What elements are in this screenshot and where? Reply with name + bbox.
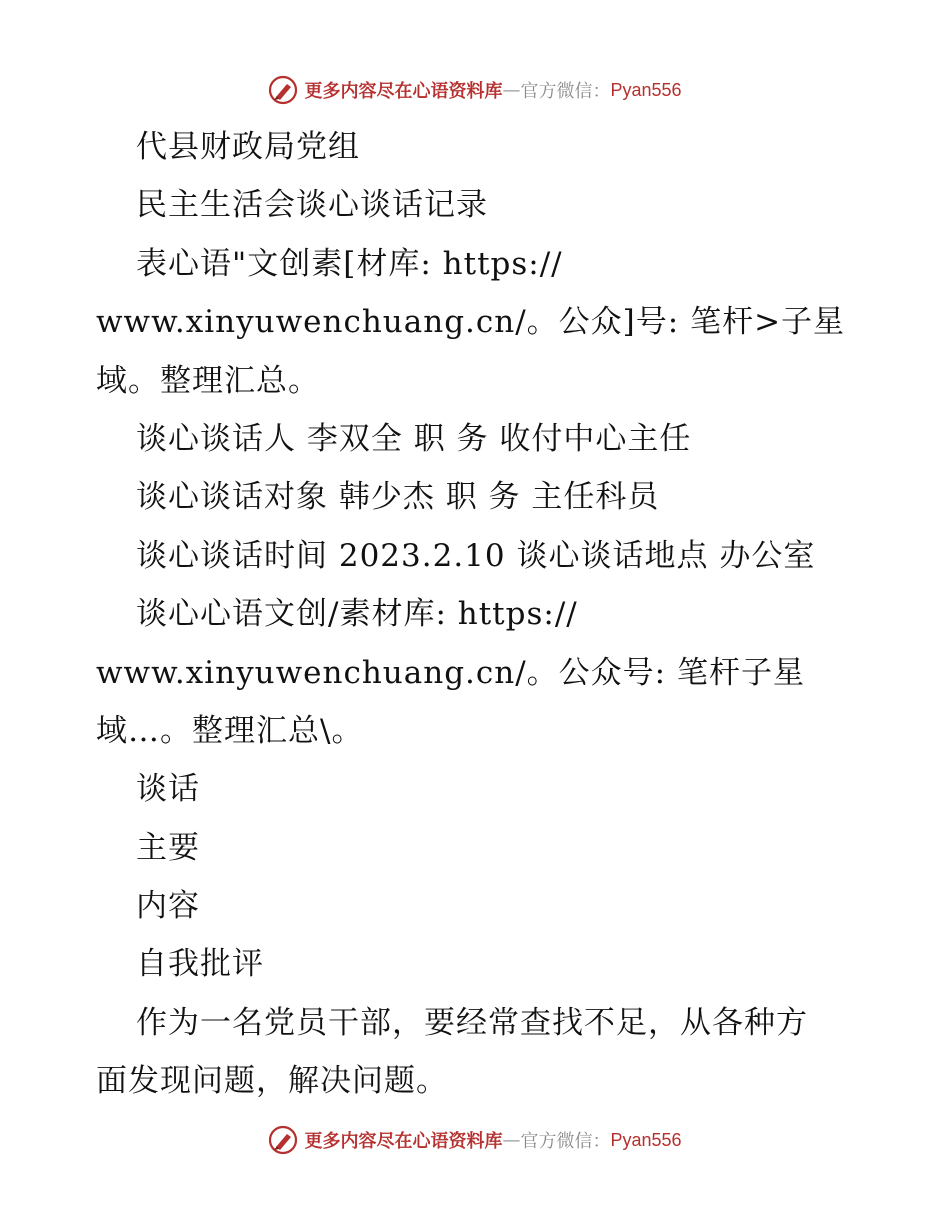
doc-target-row: 谈心谈话对象 韩少杰 职 务 主任科员 <box>136 479 660 516</box>
banner-official-label: 官方微信： <box>520 81 611 102</box>
doc-section-heading: 自我批评 <box>136 946 264 983</box>
doc-label-talk: 谈话 <box>136 771 200 808</box>
banner-wechat-id: Pyan556 <box>610 1129 682 1150</box>
doc-paragraph-line: 谈心心语文创/素材库: https:// <box>136 596 578 633</box>
banner-separator: — <box>502 79 521 101</box>
footer-banner <box>0 1120 950 1160</box>
doc-talker-row: 谈心谈话人 李双全 职 务 收付中心主任 <box>136 420 692 457</box>
doc-paragraph-line: 域。整理汇总。 <box>96 362 320 399</box>
pen-logo-icon <box>268 75 298 105</box>
doc-paragraph-line: 面发现问题，解决问题。 <box>96 1063 448 1100</box>
doc-label-content: 内容 <box>136 888 200 925</box>
doc-title-record: 民主生活会谈心谈话记录 <box>136 187 488 224</box>
doc-title-org: 代县财政局党组 <box>136 129 360 165</box>
doc-paragraph-line: 作为一名党员干部，要经常查找不足，从各种方 <box>136 1004 808 1041</box>
doc-paragraph-line: www.xinyuwenchuang.cn/。公众]号: 笔杆>子星 <box>96 304 846 341</box>
banner-wechat-id: Pyan556 <box>610 79 682 100</box>
pen-logo-icon <box>268 1125 298 1155</box>
doc-paragraph-line: www.xinyuwenchuang.cn/。公众号: 笔杆子星 <box>96 654 805 691</box>
doc-paragraph-line: 域…。整理汇总\。 <box>96 712 364 749</box>
header-banner <box>0 70 950 110</box>
banner-promo-text: 更多内容尽在心语资料库 <box>304 81 503 102</box>
doc-paragraph-line: 表心语"文创素[材库: https:// <box>136 245 563 282</box>
banner-separator: — <box>502 1129 521 1151</box>
doc-label-main: 主要 <box>136 829 200 866</box>
banner-official-label: 官方微信： <box>520 1131 611 1152</box>
document-body <box>96 118 856 1111</box>
banner-promo-text: 更多内容尽在心语资料库 <box>304 1131 503 1152</box>
doc-time-place-row: 谈心谈话时间 2023.2.10 谈心谈话地点 办公室 <box>136 537 816 574</box>
